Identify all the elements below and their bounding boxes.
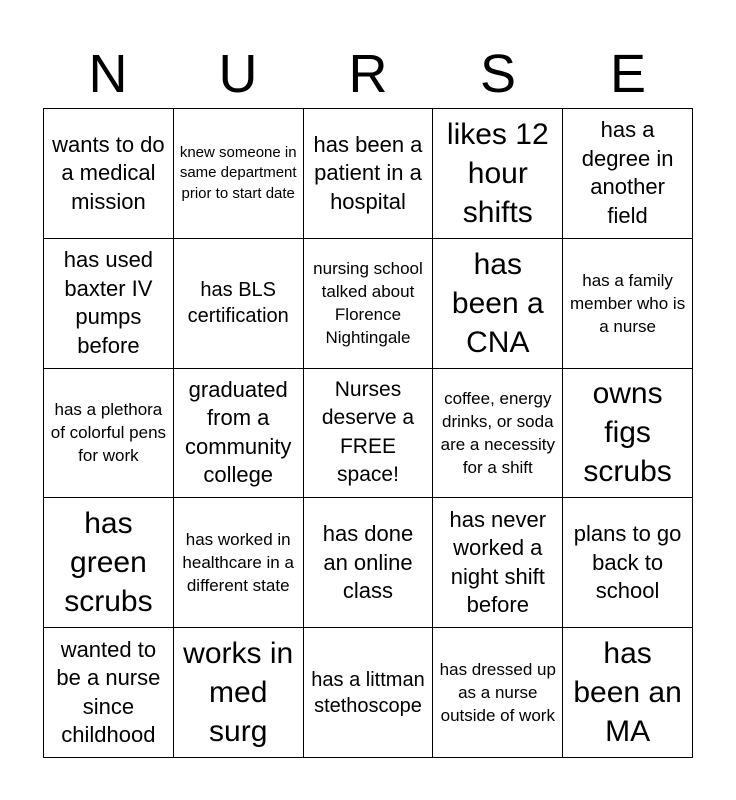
- bingo-cell-r4-c0[interactable]: wanted to be a nurse since childhood: [44, 628, 174, 758]
- bingo-cell-r3-c3[interactable]: has never worked a night shift before: [433, 498, 563, 628]
- header-letter-u: U: [218, 44, 258, 104]
- bingo-cell-r2-c4[interactable]: owns figs scrubs: [563, 369, 693, 499]
- bingo-cell-r4-c4[interactable]: has been an MA: [563, 628, 693, 758]
- bingo-cell-r0-c2[interactable]: has been a patient in a hospital: [304, 109, 434, 239]
- bingo-cell-r1-c4[interactable]: has a family member who is a nurse: [563, 239, 693, 369]
- bingo-cell-r2-c0[interactable]: has a plethora of colorful pens for work: [44, 369, 174, 499]
- bingo-cell-r1-c2[interactable]: nursing school talked about Florence Nightingale: [304, 239, 434, 369]
- bingo-cell-r1-c0[interactable]: has used baxter IV pumps before: [44, 239, 174, 369]
- bingo-cell-r0-c0[interactable]: wants to do a medical mission: [44, 109, 174, 239]
- header-letter-e: E: [609, 44, 647, 104]
- bingo-cell-r0-c1[interactable]: knew someone in same department prior to start date: [174, 109, 304, 239]
- bingo-cell-r4-c2[interactable]: has a littman stethoscope: [304, 628, 434, 758]
- bingo-cell-r0-c3[interactable]: likes 12 hour shifts: [433, 109, 563, 239]
- bingo-grid: [43, 108, 693, 758]
- bingo-cell-r1-c3[interactable]: has been a CNA: [433, 239, 563, 369]
- header-letter-r: R: [348, 44, 388, 104]
- bingo-cell-r4-c3[interactable]: has dressed up as a nurse outside of work: [433, 628, 563, 758]
- bingo-cell-r4-c1[interactable]: works in med surg: [174, 628, 304, 758]
- bingo-cell-r0-c4[interactable]: has a degree in another field: [563, 109, 693, 239]
- header-letter-n: N: [88, 44, 128, 104]
- bingo-cell-r3-c2[interactable]: has done an online class: [304, 498, 434, 628]
- bingo-cell-r3-c0[interactable]: has green scrubs: [44, 498, 174, 628]
- header-letter-s: S: [479, 44, 517, 104]
- bingo-cell-r2-c3[interactable]: coffee, energy drinks, or soda are a necessity for a shift: [433, 369, 563, 499]
- bingo-cell-r3-c1[interactable]: has worked in healthcare in a different state: [174, 498, 304, 628]
- bingo-cell-r3-c4[interactable]: plans to go back to school: [563, 498, 693, 628]
- bingo-free-space[interactable]: Nurses deserve a FREE space!: [304, 369, 434, 499]
- bingo-header: [43, 40, 693, 108]
- bingo-cell-r2-c1[interactable]: graduated from a community college: [174, 369, 304, 499]
- bingo-cell-r1-c1[interactable]: has BLS certification: [174, 239, 304, 369]
